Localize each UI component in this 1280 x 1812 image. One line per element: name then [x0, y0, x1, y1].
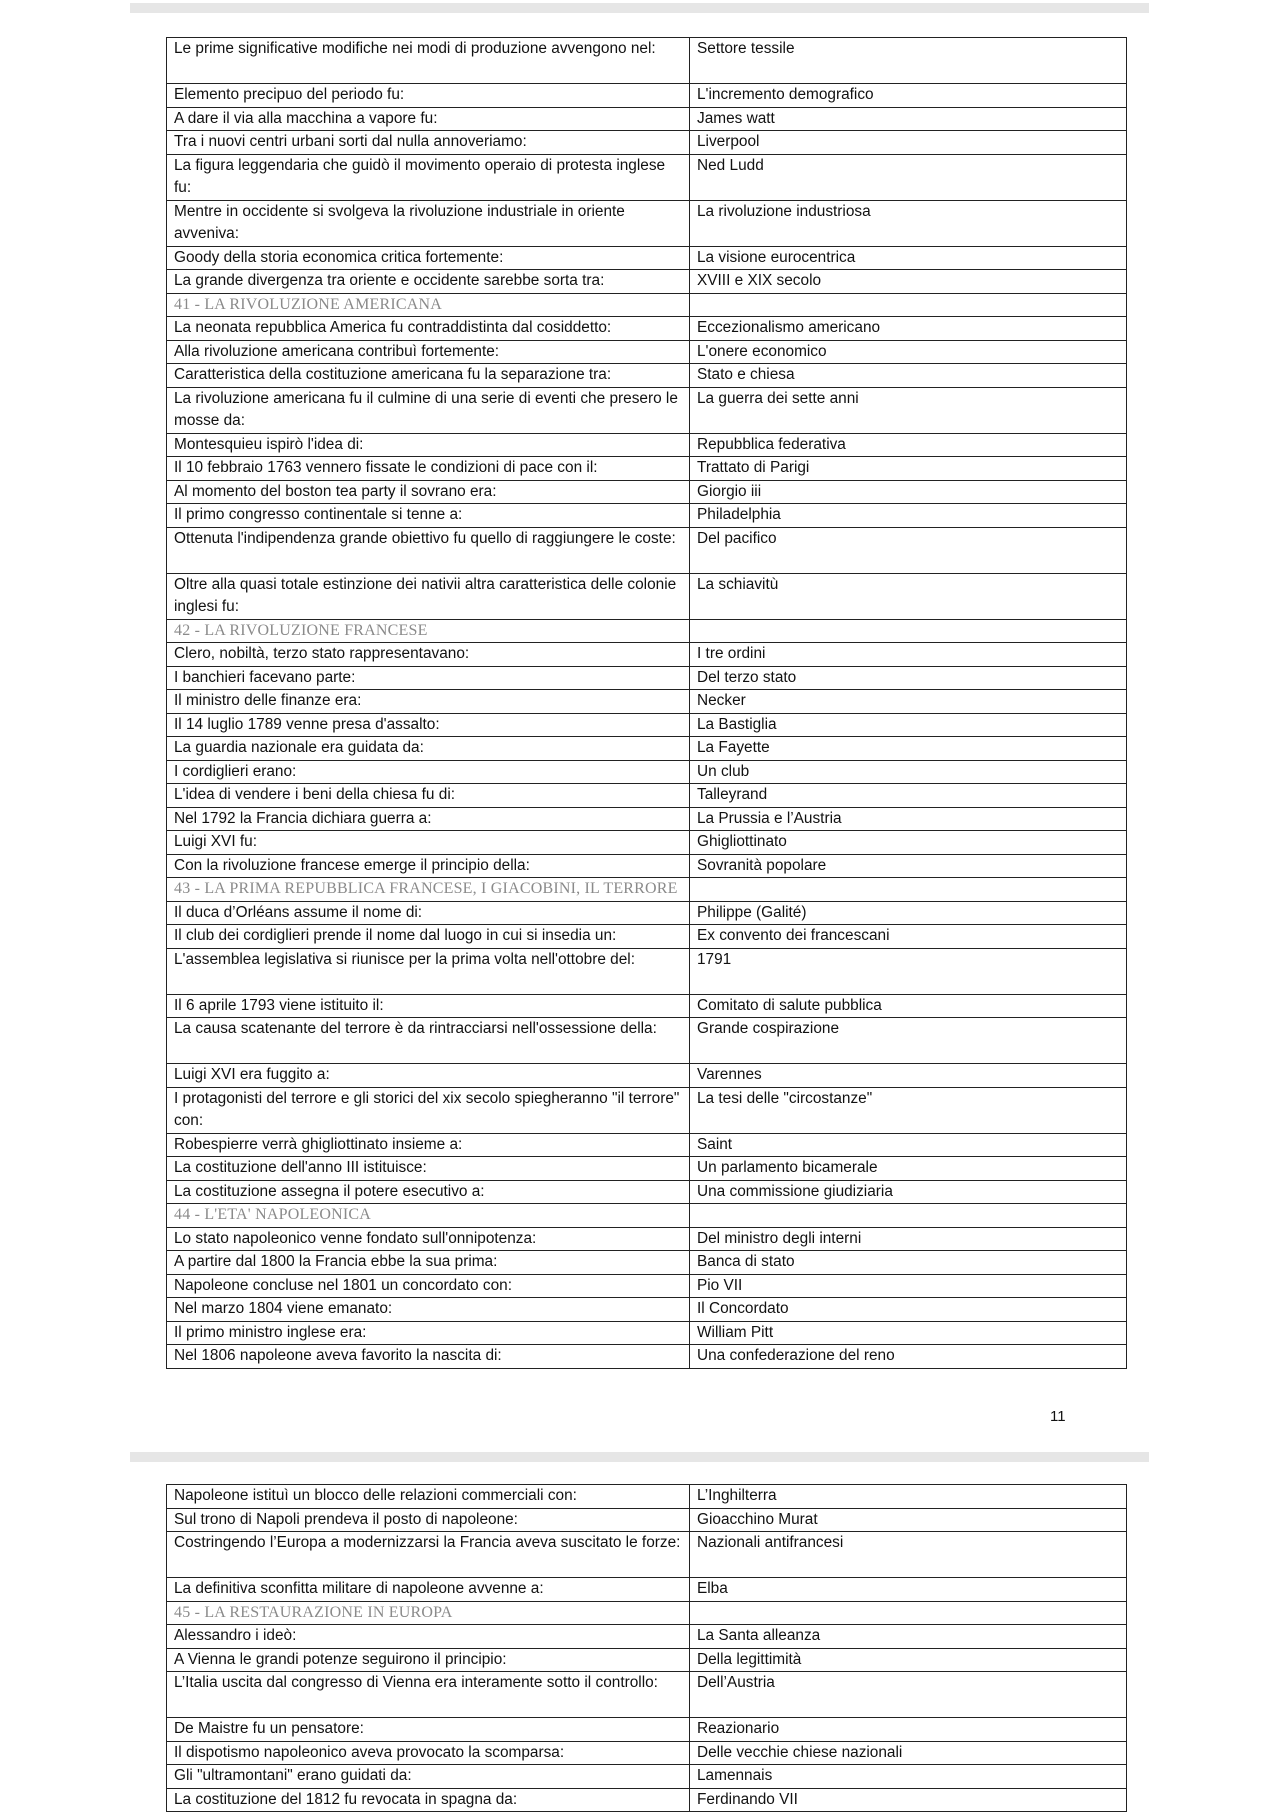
answer-cell: XVIII e XIX secolo: [690, 270, 1127, 294]
question-row: [167, 1345, 1127, 1369]
section-title: 42 - LA RIVOLUZIONE FRANCESE: [167, 619, 690, 643]
quiz-table-page-11: [166, 37, 1127, 1369]
question-row: [167, 831, 1127, 855]
page-separator-top: [130, 3, 1149, 13]
question-row: [167, 737, 1127, 761]
question-row: [167, 1298, 1127, 1322]
question-cell: La costituzione dell'anno III istituisce:: [167, 1157, 690, 1181]
question-cell: La neonata repubblica America fu contraddistinta dal cosiddetto:: [167, 317, 690, 341]
question-cell: Elemento precipuo del periodo fu:: [167, 84, 690, 108]
answer-cell: Sovranità popolare: [690, 854, 1127, 878]
question-row: [167, 690, 1127, 714]
answer-cell: La tesi delle "circostanze": [690, 1087, 1127, 1133]
question-cell: Il duca d’Orléans assume il nome di:: [167, 901, 690, 925]
question-row: [167, 1180, 1127, 1204]
question-row: [167, 154, 1127, 200]
question-row: [167, 1508, 1127, 1532]
question-row: [167, 1578, 1127, 1602]
question-cell: Montesquieu ispirò l'idea di:: [167, 433, 690, 457]
question-row: [167, 925, 1127, 949]
question-row: [167, 1087, 1127, 1133]
answer-cell: Ex convento dei francescani: [690, 925, 1127, 949]
answer-cell: 1791: [690, 948, 1127, 994]
answer-cell: L'incremento demografico: [690, 84, 1127, 108]
question-cell: La guardia nazionale era guidata da:: [167, 737, 690, 761]
section-empty-cell: [690, 1601, 1127, 1625]
question-cell: La definitiva sconfitta militare di napoleone avvenne a:: [167, 1578, 690, 1602]
section-title: 41 - LA RIVOLUZIONE AMERICANA: [167, 293, 690, 317]
question-row: [167, 1251, 1127, 1275]
question-row: [167, 527, 1127, 573]
question-row: [167, 200, 1127, 246]
question-row: [167, 1648, 1127, 1672]
answer-cell: Il Concordato: [690, 1298, 1127, 1322]
question-cell: Nel marzo 1804 viene emanato:: [167, 1298, 690, 1322]
answer-cell: Liverpool: [690, 131, 1127, 155]
question-row: [167, 1064, 1127, 1088]
question-cell: Tra i nuovi centri urbani sorti dal nulla annoveriamo:: [167, 131, 690, 155]
question-row: [167, 131, 1127, 155]
question-cell: Alla rivoluzione americana contribuì fortemente:: [167, 340, 690, 364]
question-cell: L'idea di vendere i beni della chiesa fu di:: [167, 784, 690, 808]
section-title: 44 - L'ETA' NAPOLEONICA: [167, 1204, 690, 1228]
question-row: [167, 784, 1127, 808]
answer-cell: Lamennais: [690, 1765, 1127, 1789]
answer-cell: Un parlamento bicamerale: [690, 1157, 1127, 1181]
answer-cell: Del pacifico: [690, 527, 1127, 573]
question-cell: A Vienna le grandi potenze seguirono il principio:: [167, 1648, 690, 1672]
answer-cell: Giorgio iii: [690, 480, 1127, 504]
question-row: [167, 340, 1127, 364]
question-row: [167, 1741, 1127, 1765]
question-cell: Caratteristica della costituzione americana fu la separazione tra:: [167, 364, 690, 388]
answer-cell: Del terzo stato: [690, 666, 1127, 690]
answer-cell: I tre ordini: [690, 643, 1127, 667]
question-row: [167, 760, 1127, 784]
answer-cell: Philippe (Galité): [690, 901, 1127, 925]
question-row: [167, 854, 1127, 878]
question-cell: Il 14 luglio 1789 venne presa d'assalto:: [167, 713, 690, 737]
question-row: [167, 994, 1127, 1018]
question-cell: L'assemblea legislativa si riunisce per la prima volta nell'ottobre del:: [167, 948, 690, 994]
question-cell: Goody della storia economica critica fortemente:: [167, 246, 690, 270]
question-cell: Napoleone istituì un blocco delle relazioni commerciali con:: [167, 1485, 690, 1509]
answer-cell: La Fayette: [690, 737, 1127, 761]
question-cell: Con la rivoluzione francese emerge il principio della:: [167, 854, 690, 878]
question-row: [167, 1625, 1127, 1649]
answer-cell: Una confederazione del reno: [690, 1345, 1127, 1369]
question-cell: A dare il via alla macchina a vapore fu:: [167, 107, 690, 131]
answer-cell: Necker: [690, 690, 1127, 714]
question-cell: Il primo congresso continentale si tenne a:: [167, 504, 690, 528]
answer-cell: Grande cospirazione: [690, 1018, 1127, 1064]
question-cell: Sul trono di Napoli prendeva il posto di napoleone:: [167, 1508, 690, 1532]
answer-cell: Ghigliottinato: [690, 831, 1127, 855]
question-cell: Il dispotismo napoleonico aveva provocato la scomparsa:: [167, 1741, 690, 1765]
answer-cell: Ned Ludd: [690, 154, 1127, 200]
question-row: [167, 364, 1127, 388]
question-cell: Il 6 aprile 1793 viene istituito il:: [167, 994, 690, 1018]
answer-cell: Repubblica federativa: [690, 433, 1127, 457]
section-empty-cell: [690, 293, 1127, 317]
answer-cell: Comitato di salute pubblica: [690, 994, 1127, 1018]
question-row: [167, 480, 1127, 504]
answer-cell: Nazionali antifrancesi: [690, 1532, 1127, 1578]
question-cell: Oltre alla quasi totale estinzione dei nativii altra caratteristica delle colonie inglesi fu:: [167, 573, 690, 619]
section-heading-row: [167, 1601, 1127, 1625]
question-cell: Costringendo l’Europa a modernizzarsi la Francia aveva suscitato le forze:: [167, 1532, 690, 1578]
answer-cell: Del ministro degli interni: [690, 1227, 1127, 1251]
question-row: [167, 84, 1127, 108]
answer-cell: Trattato di Parigi: [690, 457, 1127, 481]
page-number: 11: [1050, 1408, 1066, 1425]
page-separator: [130, 1452, 1149, 1462]
question-cell: La figura leggendaria che guidò il movimento operaio di protesta inglese fu:: [167, 154, 690, 200]
question-cell: Robespierre verrà ghigliottinato insieme a:: [167, 1133, 690, 1157]
question-cell: La costituzione assegna il potere esecutivo a:: [167, 1180, 690, 1204]
question-cell: Gli "ultramontani" erano guidati da:: [167, 1765, 690, 1789]
question-row: [167, 1227, 1127, 1251]
question-row: [167, 1133, 1127, 1157]
answer-cell: Varennes: [690, 1064, 1127, 1088]
answer-cell: La Bastiglia: [690, 713, 1127, 737]
answer-cell: Delle vecchie chiese nazionali: [690, 1741, 1127, 1765]
section-title: 45 - LA RESTAURAZIONE IN EUROPA: [167, 1601, 690, 1625]
section-empty-cell: [690, 1204, 1127, 1228]
answer-cell: La guerra dei sette anni: [690, 387, 1127, 433]
section-heading-row: [167, 878, 1127, 902]
question-cell: Alessandro i ideò:: [167, 1625, 690, 1649]
question-row: [167, 1274, 1127, 1298]
question-row: [167, 504, 1127, 528]
question-row: [167, 807, 1127, 831]
section-title: 43 - LA PRIMA REPUBBLICA FRANCESE, I GIACOBINI, IL TERRORE: [167, 878, 690, 902]
answer-cell: Stato e chiesa: [690, 364, 1127, 388]
question-row: [167, 457, 1127, 481]
section-heading-row: [167, 619, 1127, 643]
answer-cell: James watt: [690, 107, 1127, 131]
answer-cell: La visione eurocentrica: [690, 246, 1127, 270]
question-row: [167, 666, 1127, 690]
question-row: [167, 1788, 1127, 1812]
answer-cell: Una commissione giudiziaria: [690, 1180, 1127, 1204]
question-cell: I banchieri facevano parte:: [167, 666, 690, 690]
answer-cell: William Pitt: [690, 1321, 1127, 1345]
question-row: [167, 38, 1127, 84]
answer-cell: Un club: [690, 760, 1127, 784]
question-row: [167, 1157, 1127, 1181]
question-cell: Luigi XVI fu:: [167, 831, 690, 855]
question-cell: Al momento del boston tea party il sovrano era:: [167, 480, 690, 504]
question-row: [167, 1532, 1127, 1578]
question-row: [167, 1718, 1127, 1742]
question-row: [167, 1485, 1127, 1509]
question-row: [167, 433, 1127, 457]
answer-cell: L'onere economico: [690, 340, 1127, 364]
answer-cell: Dell’Austria: [690, 1672, 1127, 1718]
answer-cell: Philadelphia: [690, 504, 1127, 528]
question-cell: Clero, nobiltà, terzo stato rappresentavano:: [167, 643, 690, 667]
question-cell: Il ministro delle finanze era:: [167, 690, 690, 714]
answer-cell: La Santa alleanza: [690, 1625, 1127, 1649]
question-row: [167, 246, 1127, 270]
question-cell: Il primo ministro inglese era:: [167, 1321, 690, 1345]
question-cell: Il 10 febbraio 1763 vennero fissate le condizioni di pace con il:: [167, 457, 690, 481]
question-cell: Luigi XVI era fuggito a:: [167, 1064, 690, 1088]
question-cell: La costituzione del 1812 fu revocata in spagna da:: [167, 1788, 690, 1812]
question-cell: I cordiglieri erano:: [167, 760, 690, 784]
question-row: [167, 317, 1127, 341]
section-empty-cell: [690, 878, 1127, 902]
question-cell: La rivoluzione americana fu il culmine di una serie di eventi che presero le mosse da:: [167, 387, 690, 433]
answer-cell: La schiavitù: [690, 573, 1127, 619]
question-cell: Le prime significative modifiche nei modi di produzione avvengono nel:: [167, 38, 690, 84]
answer-cell: Saint: [690, 1133, 1127, 1157]
section-empty-cell: [690, 619, 1127, 643]
question-row: [167, 1765, 1127, 1789]
answer-cell: Talleyrand: [690, 784, 1127, 808]
question-row: [167, 387, 1127, 433]
answer-cell: Eccezionalismo americano: [690, 317, 1127, 341]
question-row: [167, 643, 1127, 667]
question-cell: Nel 1806 napoleone aveva favorito la nascita di:: [167, 1345, 690, 1369]
question-cell: La causa scatenante del terrore è da rintracciarsi nell'ossessione della:: [167, 1018, 690, 1064]
quiz-table-page-12: [166, 1484, 1127, 1812]
question-cell: A partire dal 1800 la Francia ebbe la sua prima:: [167, 1251, 690, 1275]
answer-cell: Reazionario: [690, 1718, 1127, 1742]
question-cell: Lo stato napoleonico venne fondato sull'onnipotenza:: [167, 1227, 690, 1251]
section-heading-row: [167, 293, 1127, 317]
question-row: [167, 713, 1127, 737]
question-cell: I protagonisti del terrore e gli storici del xix secolo spiegheranno "il terrore" con:: [167, 1087, 690, 1133]
answer-cell: La rivoluzione industriosa: [690, 200, 1127, 246]
question-row: [167, 270, 1127, 294]
question-cell: Il club dei cordiglieri prende il nome dal luogo in cui si insedia un:: [167, 925, 690, 949]
answer-cell: Pio VII: [690, 1274, 1127, 1298]
question-row: [167, 1018, 1127, 1064]
answer-cell: Banca di stato: [690, 1251, 1127, 1275]
question-cell: Nel 1792 la Francia dichiara guerra a:: [167, 807, 690, 831]
question-cell: L’Italia uscita dal congresso di Vienna era interamente sotto il controllo:: [167, 1672, 690, 1718]
answer-cell: La Prussia e l’Austria: [690, 807, 1127, 831]
answer-cell: Elba: [690, 1578, 1127, 1602]
answer-cell: L’Inghilterra: [690, 1485, 1127, 1509]
question-row: [167, 901, 1127, 925]
answer-cell: Della legittimità: [690, 1648, 1127, 1672]
question-cell: La grande divergenza tra oriente e occidente sarebbe sorta tra:: [167, 270, 690, 294]
question-row: [167, 573, 1127, 619]
question-cell: De Maistre fu un pensatore:: [167, 1718, 690, 1742]
answer-cell: Ferdinando VII: [690, 1788, 1127, 1812]
question-row: [167, 948, 1127, 994]
question-row: [167, 107, 1127, 131]
question-cell: Ottenuta l'indipendenza grande obiettivo fu quello di raggiungere le coste:: [167, 527, 690, 573]
question-cell: Napoleone concluse nel 1801 un concordato con:: [167, 1274, 690, 1298]
answer-cell: Gioacchino Murat: [690, 1508, 1127, 1532]
answer-cell: Settore tessile: [690, 38, 1127, 84]
question-row: [167, 1672, 1127, 1718]
question-cell: Mentre in occidente si svolgeva la rivoluzione industriale in oriente avveniva:: [167, 200, 690, 246]
question-row: [167, 1321, 1127, 1345]
section-heading-row: [167, 1204, 1127, 1228]
